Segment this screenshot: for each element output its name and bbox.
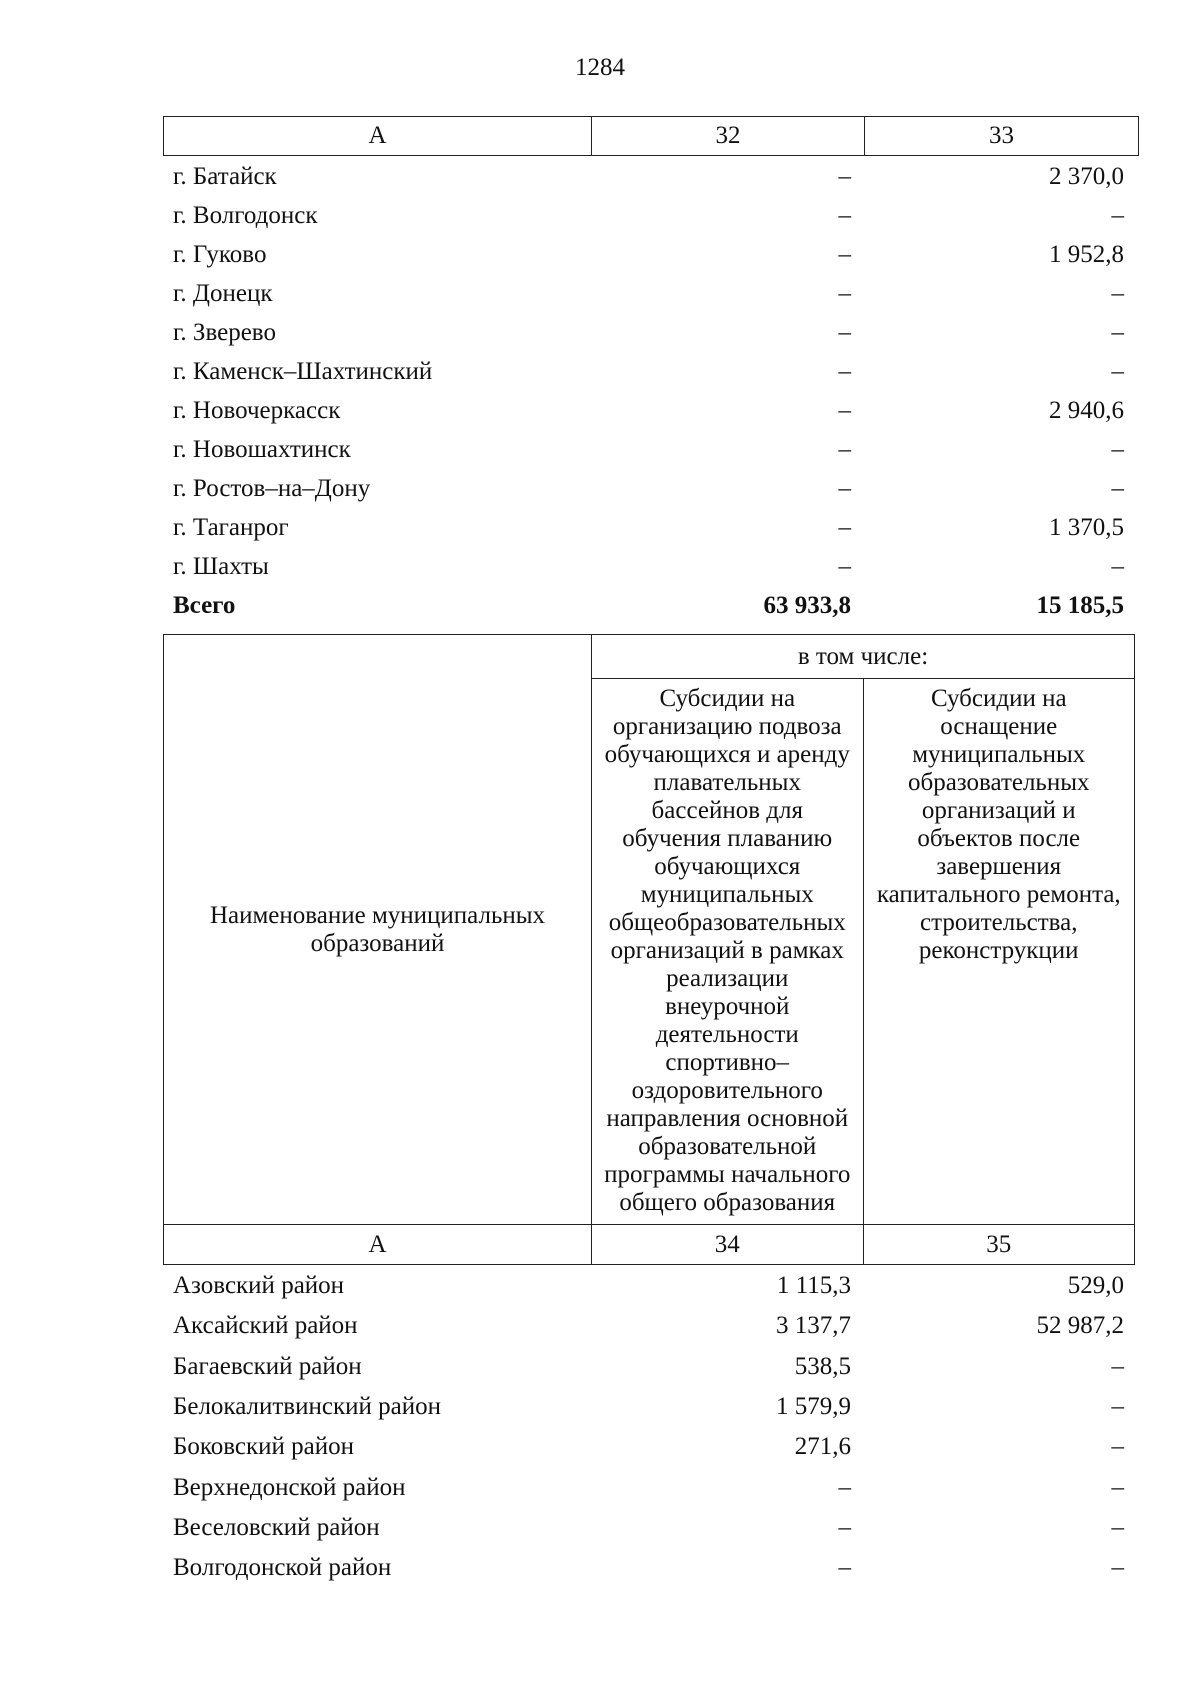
- municipal-name-header-text: Наименование муниципальных образований: [209, 901, 546, 957]
- table-row: [163, 352, 1135, 391]
- row-value-32: –: [838, 474, 851, 502]
- row-name: г. Гуково: [173, 240, 267, 268]
- top-data-rows: [163, 157, 1135, 625]
- page-number: 1284: [575, 54, 625, 81]
- row-value-32: –: [838, 513, 851, 541]
- header2-col-a: А: [164, 1225, 592, 1265]
- row-value-33: 2 370,0: [1049, 162, 1124, 190]
- table-row: [163, 196, 1135, 235]
- row-name: Белокалитвинский район: [173, 1393, 441, 1421]
- row-value-32: –: [838, 357, 851, 385]
- col-35-header: [863, 679, 1135, 1225]
- row-value-33: –: [1111, 201, 1124, 229]
- row-name: Волгодонской район: [173, 1554, 392, 1582]
- table-row: [163, 391, 1135, 430]
- table-row: [163, 235, 1135, 274]
- row-value-32: –: [838, 552, 851, 580]
- row-name: г. Батайск: [173, 162, 277, 190]
- row-value-35: 52 987,2: [1036, 1312, 1124, 1340]
- table-row: [163, 1387, 1135, 1427]
- row-name: г. Донецк: [173, 279, 273, 307]
- table-row: [163, 313, 1135, 352]
- total-label: Всего: [173, 591, 236, 619]
- row-value-32: –: [838, 240, 851, 268]
- row-value-32: –: [838, 435, 851, 463]
- municipal-name-header: [164, 635, 592, 1225]
- row-value-35: –: [1111, 1513, 1124, 1541]
- row-value-33: –: [1111, 435, 1124, 463]
- row-name: г. Новошахтинск: [173, 435, 351, 463]
- row-name: Багаевский район: [173, 1352, 362, 1380]
- row-value-34: 1 579,9: [776, 1393, 851, 1421]
- row-name: Верхнедонской район: [173, 1473, 406, 1501]
- row-value-32: –: [838, 279, 851, 307]
- row-value-33: 1 370,5: [1049, 513, 1124, 541]
- row-name: г. Новочеркасск: [173, 396, 341, 424]
- row-value-33: –: [1111, 279, 1124, 307]
- row-name: г. Таганрог: [173, 513, 289, 541]
- row-name: Азовский район: [173, 1272, 345, 1300]
- col-35-title: Субсидии на оснащение муниципальных образовательных организаций и объектов после завершения капитального ремонта, строительства, реконструкции: [876, 685, 1121, 964]
- table-row: [163, 157, 1135, 196]
- row-value-34: –: [838, 1473, 851, 1501]
- row-value-35: –: [1111, 1352, 1124, 1380]
- group-label: в том числе:: [592, 635, 1135, 679]
- total-row: [163, 586, 1135, 625]
- table-row: [163, 1508, 1135, 1548]
- row-value-34: 1 115,3: [776, 1272, 851, 1300]
- table-row: [163, 1467, 1135, 1507]
- table-row: [163, 1427, 1135, 1467]
- table-row: [163, 274, 1135, 313]
- total-value-32: 63 933,8: [763, 591, 851, 619]
- row-value-33: 1 952,8: [1049, 240, 1124, 268]
- top-column-header: [163, 116, 1139, 156]
- row-value-35: –: [1111, 1473, 1124, 1501]
- header-col-33: 33: [865, 117, 1139, 156]
- row-value-32: –: [838, 201, 851, 229]
- row-name: Боковский район: [173, 1433, 354, 1461]
- row-value-32: –: [838, 318, 851, 346]
- header-col-a: А: [164, 117, 592, 156]
- row-value-35: –: [1111, 1393, 1124, 1421]
- col-34-header: [592, 679, 864, 1225]
- header2-col-35: 35: [863, 1225, 1135, 1265]
- table-row: [163, 469, 1135, 508]
- second-header-table: [163, 634, 1135, 1265]
- row-value-33: 2 940,6: [1049, 396, 1124, 424]
- row-value-33: –: [1111, 318, 1124, 346]
- row-value-34: 538,5: [794, 1352, 851, 1380]
- row-value-32: –: [838, 162, 851, 190]
- bottom-data-rows: [163, 1266, 1135, 1588]
- header2-col-34: 34: [592, 1225, 864, 1265]
- row-name: г. Зверево: [173, 318, 276, 346]
- table-row: [163, 508, 1135, 547]
- table-row: [163, 1266, 1135, 1306]
- row-name: г. Шахты: [173, 552, 269, 580]
- col-34-title: Субсидии на организацию подвоза обучающихся и аренду плавательных бассейнов для обучения плаванию обучающихся муниципальных общеобразовательных организаций в рамках реализации внеурочной деятельности спортивно–оздоровительного направления основной образовательной программы начального общего образования: [604, 685, 851, 1216]
- row-name: Аксайский район: [173, 1312, 358, 1340]
- row-name: г. Волгодонск: [173, 201, 318, 229]
- row-name: г. Ростов–на–Дону: [173, 474, 371, 502]
- row-value-33: –: [1111, 474, 1124, 502]
- total-value-33: 15 185,5: [1036, 591, 1124, 619]
- row-value-33: –: [1111, 552, 1124, 580]
- table-row: [163, 1306, 1135, 1346]
- row-value-34: –: [838, 1554, 851, 1582]
- row-value-35: 529,0: [1067, 1272, 1124, 1300]
- row-name: г. Каменск–Шахтинский: [173, 357, 433, 385]
- row-name: Веселовский район: [173, 1513, 380, 1541]
- row-value-35: –: [1111, 1433, 1124, 1461]
- row-value-32: –: [838, 396, 851, 424]
- row-value-34: 3 137,7: [776, 1312, 851, 1340]
- row-value-34: –: [838, 1513, 851, 1541]
- header-col-32: 32: [592, 117, 865, 156]
- row-value-33: –: [1111, 357, 1124, 385]
- table-row: [163, 1548, 1135, 1588]
- row-value-35: –: [1111, 1554, 1124, 1582]
- table-row: [163, 430, 1135, 469]
- row-value-34: 271,6: [794, 1433, 851, 1461]
- table-row: [163, 547, 1135, 586]
- table-row: [163, 1347, 1135, 1387]
